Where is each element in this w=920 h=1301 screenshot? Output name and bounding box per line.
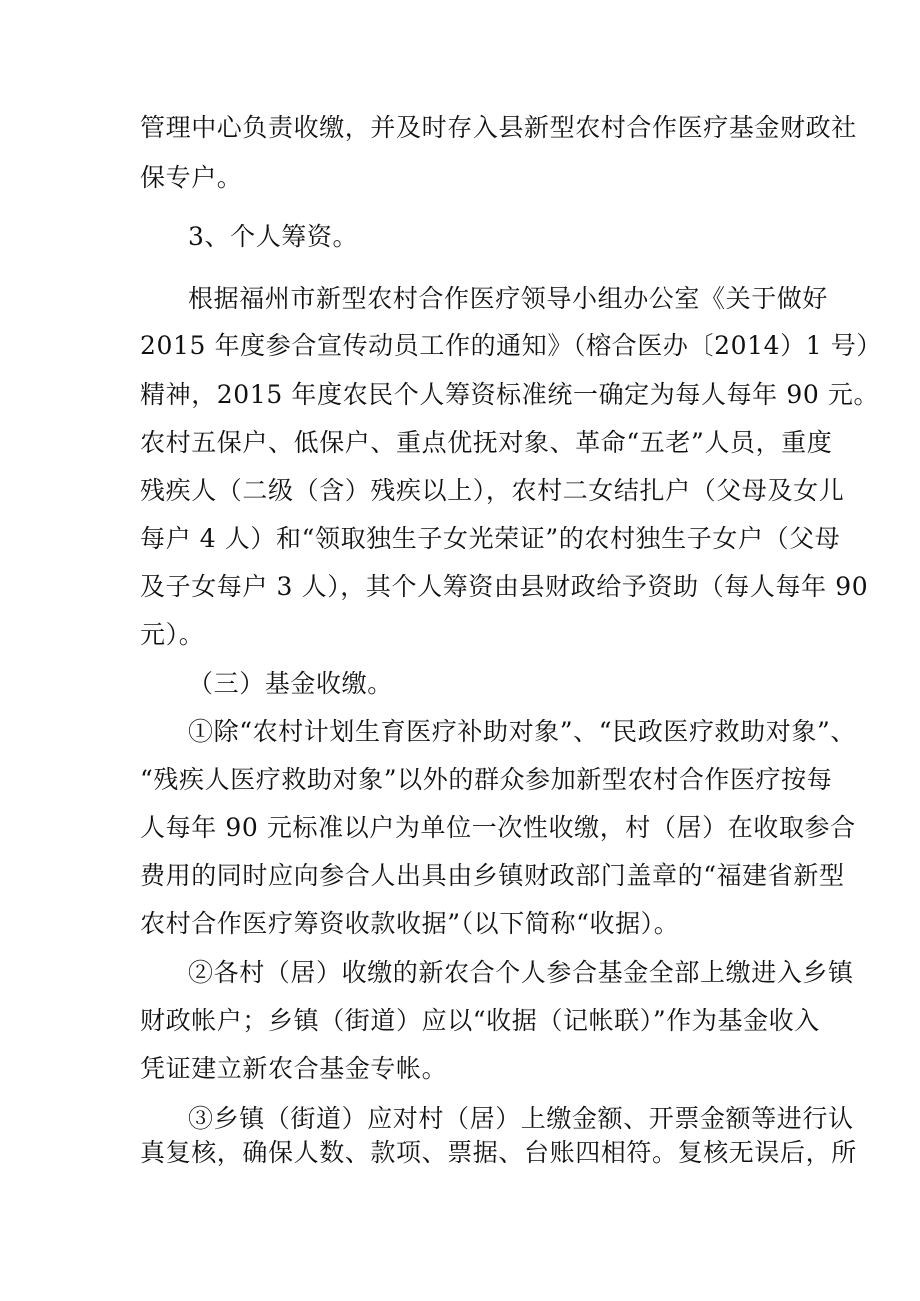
text-line: ①除“农村计划生育医疗补助对象”、“民政医疗救助对象”、 [188,717,856,746]
text-line: 每户 4 人）和“领取独生子女光荣证”的农村独生子女户（父母 [140,524,841,553]
subheading: 3、个人筹资。 [188,222,359,251]
text-line: 财政帐户；乡镇（街道）应以“收据（记帐联）”作为基金收入 [140,1006,820,1035]
text-line: 残疾人（二级（含）残疾以上），农村二女结扎户（父母及女儿 [140,476,845,505]
section-heading: （三）基金收缴。 [188,669,393,698]
text-line: ②各村（居）收缴的新农合个人参合基金全部上缴进入乡镇 [188,958,854,987]
text-line: 农村五保户、低保户、重点优抚对象、革命“五老”人员，重度 [140,428,833,457]
text-line: ③乡镇（街道）应对村（居）上缴金额、开票金额等进行认 [188,1104,854,1133]
text-line: 凭证建立新农合基金专帐。 [140,1054,448,1083]
text-line: 农村合作医疗筹资收款收据”（以下简称“收据）。 [140,909,680,938]
text-line: 根据福州市新型农村合作医疗领导小组办公室《关于做好 [188,284,829,313]
text-line: 人每年 90 元标准以户为单位一次性收缴，村（居）在收取参合 [140,813,856,842]
text-line: 管理中心负责收缴，并及时存入县新型农村合作医疗基金财政社 [140,113,857,142]
text-line: 费用的同时应向参合人出具由乡镇财政部门盖章的“福建省新型 [140,861,845,890]
text-line: 及子女每户 3 人），其个人筹资由县财政给予资助（每人每年 90 [140,572,869,601]
text-line: 保专户。 [140,163,243,192]
text-line: 2015 年度参合宣传动员工作的通知》（榕合医办〔2014）1 号） [140,331,882,360]
text-line: “残疾人医疗救助对象”以外的群众参加新型农村合作医疗按每 [140,765,833,794]
text-line: 真复核，确保人数、款项、票据、台账四相符。复核无误后，所 [140,1138,857,1167]
text-line: 元）。 [140,620,205,649]
text-line: 精神，2015 年度农民个人筹资标准统一确定为每人每年 90 元。 [140,380,880,409]
